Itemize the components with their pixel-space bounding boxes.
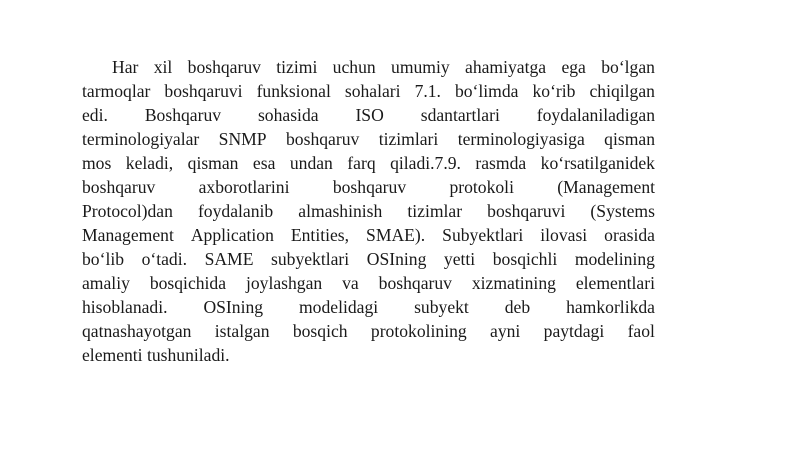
- paragraph-line: [82, 199, 655, 223]
- word: boshqaruv: [286, 129, 360, 149]
- word: boshqaruv: [332, 177, 407, 197]
- word: almashinish: [298, 201, 383, 221]
- paragraph-line: [82, 247, 655, 271]
- word: boshqaruv: [378, 273, 452, 293]
- word: tizimlar: [407, 201, 463, 221]
- word: qisman: [187, 153, 239, 173]
- word: modelidagi: [299, 297, 379, 317]
- word: rasmda: [475, 153, 527, 173]
- word: Entities,: [290, 225, 350, 245]
- word: OSIning: [366, 249, 427, 269]
- word: orasida: [604, 225, 655, 245]
- word: hamkorlikda: [566, 297, 655, 317]
- word: tizimi: [276, 57, 318, 77]
- paragraph-line: [82, 127, 655, 151]
- word: axborotlarini: [198, 177, 290, 197]
- word: va: [342, 273, 359, 293]
- word: Management: [82, 225, 174, 245]
- word: umumiy: [391, 57, 450, 77]
- word: qatnashayotgan: [82, 321, 192, 341]
- paragraph-line: [82, 271, 655, 295]
- word: xizmatining: [471, 273, 556, 293]
- word: Application: [190, 225, 274, 245]
- word: Har: [112, 57, 139, 77]
- word: undan: [289, 153, 333, 173]
- word: (Systems: [590, 201, 655, 221]
- paragraph-line: [82, 319, 655, 343]
- word: sdantartlari: [420, 105, 500, 125]
- word: foydalaniladigan: [536, 105, 655, 125]
- word: protokolining: [370, 321, 467, 341]
- word: bo‘lib: [82, 249, 125, 269]
- word: chiqilgan: [589, 81, 655, 101]
- word: qisman: [604, 129, 655, 149]
- word: ko‘rsatilganidek: [540, 153, 655, 173]
- word: elementlari: [575, 273, 655, 293]
- word: Subyektlari: [442, 225, 524, 245]
- paragraph-line: [82, 55, 655, 79]
- word: bo‘limda: [454, 81, 519, 101]
- word: deb: [504, 297, 531, 317]
- word: protokoli: [449, 177, 514, 197]
- word: ahamiyatga: [465, 57, 547, 77]
- body-paragraph: [82, 55, 655, 367]
- word: qiladi.7.9.: [390, 153, 461, 173]
- word: mos: [82, 153, 112, 173]
- word: Protocol)dan: [82, 201, 173, 221]
- word: bosqichli: [492, 249, 558, 269]
- word: istalgan: [214, 321, 270, 341]
- word: SAME: [204, 249, 254, 269]
- word: sohalari: [344, 81, 401, 101]
- word: subyekt: [414, 297, 469, 317]
- word: boshqaruvi: [164, 81, 243, 101]
- word: boshqaruv: [187, 57, 261, 77]
- word: amaliy: [82, 273, 130, 293]
- word: tizimlari: [378, 129, 439, 149]
- paragraph-line: [82, 79, 655, 103]
- word: paytdagi: [543, 321, 605, 341]
- word: Boshqaruv: [144, 105, 222, 125]
- word: SMAE).: [366, 225, 426, 245]
- word: ko‘rib: [532, 81, 576, 101]
- paragraph-line: [82, 223, 655, 247]
- paragraph-line: [82, 175, 655, 199]
- paragraph-line-last: elementi tushuniladi.: [82, 345, 230, 365]
- word: farq: [347, 153, 376, 173]
- word: boshqaruv: [82, 177, 156, 197]
- word: terminologiyalar: [82, 129, 200, 149]
- word: yetti: [443, 249, 476, 269]
- paragraph-line: [82, 151, 655, 175]
- word: joylashgan: [245, 273, 323, 293]
- paragraph-line: [82, 103, 655, 127]
- word: boshqaruvi: [487, 201, 566, 221]
- word: edi.: [82, 105, 108, 125]
- word: ayni: [490, 321, 521, 341]
- word: 7.1.: [414, 81, 441, 101]
- word: esa: [252, 153, 276, 173]
- word: subyektlari: [271, 249, 350, 269]
- word: SNMP: [218, 129, 267, 149]
- word: ISO: [355, 105, 384, 125]
- word: o‘tadi.: [141, 249, 188, 269]
- word: bo‘lgan: [601, 57, 655, 77]
- word: bosqichida: [149, 273, 227, 293]
- word: sohasida: [257, 105, 319, 125]
- word: funksional: [256, 81, 331, 101]
- word: (Management: [557, 177, 655, 197]
- word: OSIning: [203, 297, 264, 317]
- word: terminologiyasiga: [457, 129, 585, 149]
- word: faol: [627, 321, 655, 341]
- word: bosqich: [292, 321, 348, 341]
- word: xil: [153, 57, 173, 77]
- word: modelining: [574, 249, 655, 269]
- word: ilovasi: [540, 225, 588, 245]
- word: foydalanib: [197, 201, 274, 221]
- word: ega: [561, 57, 586, 77]
- paragraph-line: [82, 295, 655, 319]
- word: keladi,: [125, 153, 174, 173]
- word: tarmoqlar: [82, 81, 151, 101]
- word: uchun: [332, 57, 376, 77]
- word: hisoblanadi.: [82, 297, 168, 317]
